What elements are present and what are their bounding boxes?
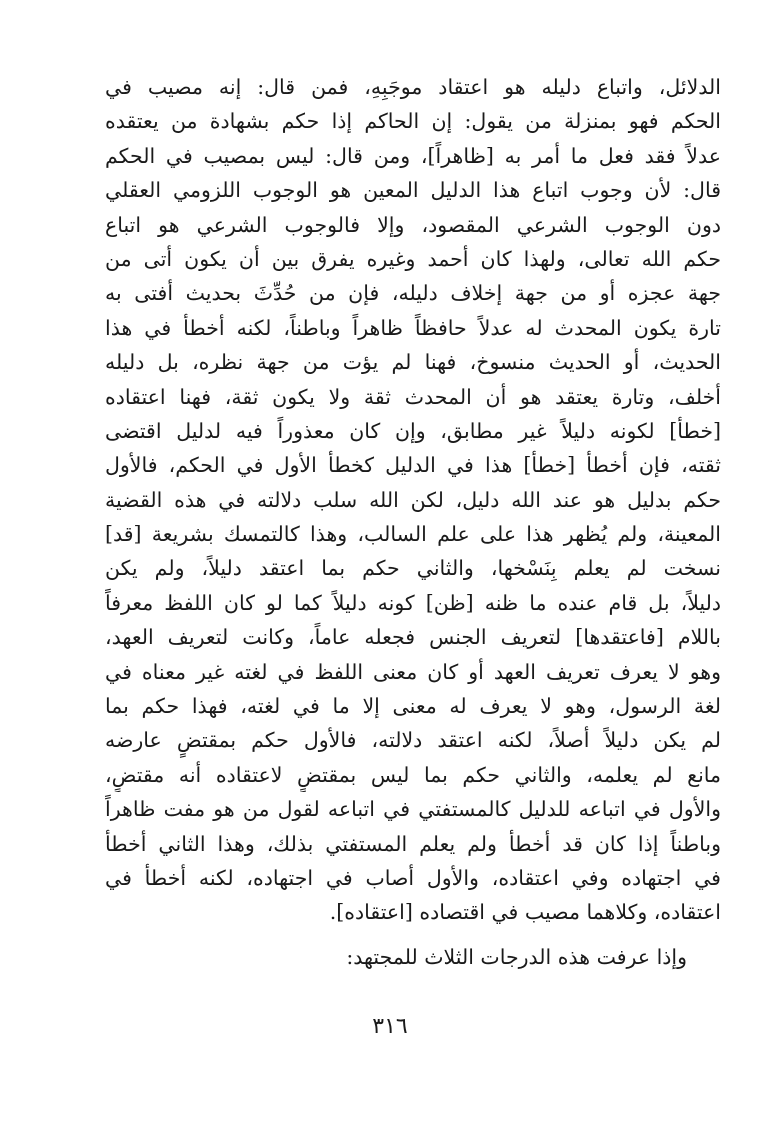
text-line-last: اعتقاده، وكلاهما مصيب في اقتصاده [اعتقاده]. [329, 900, 721, 925]
text-line: الدلائل، واتباع دليله هو اعتقاد موجَبِهِ، فمن قال: إنه مصيب في [105, 75, 721, 99]
text-line: نسخت لم يعلم بِنَسْخها، والثاني حكم بما اعتقد دليلاً، ولم يكن [105, 556, 721, 581]
text-line: عدلاً فقد فعل ما أمر به [ظاهراً]، ومن قال: ليس بمصيب في الحكم [105, 143, 721, 168]
text-line: دون الوجوب الشرعي المقصود، وإلا فالوجوب الشرعي هو اتباع [105, 212, 721, 237]
text-line: جهة عجزه أو من جهة إخلاف دليله، فإن من حُدِّثَ بحديث أفتى به [105, 281, 721, 306]
page-body [105, 70, 721, 974]
text-line: أخلف، وتارة يعتقد هو أن المحدث ثقة ولا يكون ثقة، فهنا اعتقاده [105, 384, 721, 409]
text-line: حكم بدليل هو عند الله دليل، لكن الله سلب دلالته في هذه القضية [105, 487, 721, 512]
page-number: ٣١٦ [372, 1014, 408, 1039]
text-line: تارة يكون المحدث له عدلاً حافظاً ظاهراً وباطناً، لكنه أخطأ في هذا [105, 315, 721, 340]
text-line: حكم الله تعالى، ولهذا كان أحمد وغيره يفرق بين أن يكون أتى من [105, 246, 721, 271]
text-line: الحديث، أو الحديث منسوخ، فهنا لم يؤت من جهة نظره، بل دليله [105, 350, 721, 375]
main-paragraph [105, 70, 721, 930]
closing-line: وإذا عرفت هذه الدرجات الثلاث للمجتهد: [346, 944, 687, 969]
text-line: [خطأ] لكونه دليلاً غير مطابق، وإن كان معذوراً فيه لدليل اقتضى [105, 418, 721, 443]
text-line: دليلاً، بل قام عنده ما ظنه [ظن] كونه دليلاً كما لو كان اللفظ معرفاً [105, 590, 721, 615]
text-line: لم يكن دليلاً أصلاً، لكنه اعتقد دلالته، فالأول حكم بمقتضٍ عارضه [105, 728, 721, 753]
text-line: مانع لم يعلمه، والثاني حكم بما ليس بمقتضٍ لاعتقاده أنه مقتضٍ، [105, 762, 721, 787]
text-line: في اجتهاده وفي اعتقاده، والأول أصاب في اجتهاده، لكنه أخطأ في [105, 865, 721, 890]
text-line: الحكم فهو بمنزلة من يقول: إن الحاكم إذا حكم بشهادة من يعتقده [105, 109, 721, 134]
text-line: والأول في اتباعه للدليل كالمستفتي في اتباعه لقول من هو مفت ظاهراً [105, 797, 721, 822]
text-line: لغة الرسول، وهو لا يعرف له معنى إلا ما في لغته، فهذا حكم بما [105, 694, 721, 719]
text-line: ثقته، فإن أخطأ [خطأ] هذا في الدليل كخطأ الأول في الحكم، فالأول [105, 453, 721, 478]
text-line: وهو لا يعرف تعريف العهد أو كان معنى اللفظ في لغته غير معناه في [105, 659, 721, 684]
text-line: باللام [فاعتقدها] لتعريف الجنس فجعله عاماً، وكانت لتعريف العهد، [105, 625, 721, 650]
text-line: المعينة، ولم يُظهر هذا على علم السالب، وهذا كالتمسك بشريعة [قد] [105, 522, 721, 547]
text-line: وباطناً إذا كان قد أخطأ ولم يعلم المستفتي بذلك، وهذا الثاني أخطأ [105, 831, 721, 856]
text-line: قال: لأن وجوب اتباع هذا الدليل المعين هو الوجوب اللزومي العقلي [105, 178, 721, 203]
